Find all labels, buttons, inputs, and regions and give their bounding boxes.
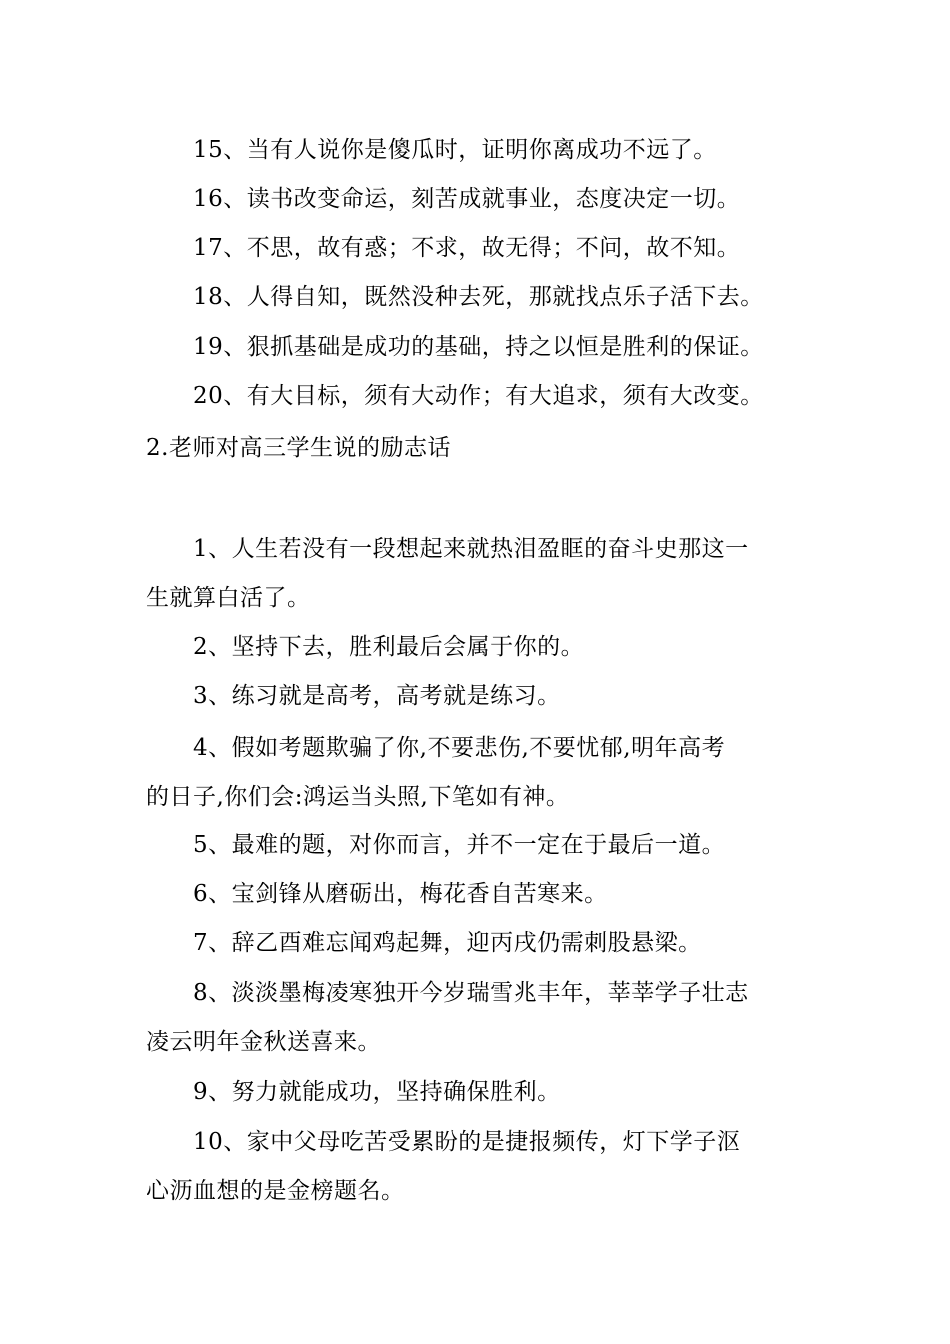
list-item: 15、当有人说你是傻瓜时，证明你离成功不远了。 — [193, 137, 717, 163]
list-item-continuation: 凌云明年金秋送喜来。 — [146, 1029, 381, 1055]
list-item-continuation: 生就算白活了。 — [146, 585, 311, 611]
list-item: 7、辞乙酉难忘闻鸡起舞，迎丙戌仍需刺股悬梁。 — [193, 930, 702, 956]
list-item: 1、人生若没有一段想起来就热泪盈眶的奋斗史那这一 — [193, 536, 749, 562]
list-item-continuation: 心沥血想的是金榜题名。 — [146, 1178, 405, 1204]
list-item-continuation: 的日子,你们会:鸿运当头照,下笔如有神。 — [146, 784, 570, 810]
list-item: 3、练习就是高考，高考就是练习。 — [193, 683, 561, 709]
list-item: 19、狠抓基础是成功的基础，持之以恒是胜利的保证。 — [193, 334, 764, 360]
section-heading: 2.老师对高三学生说的励志话 — [146, 435, 451, 461]
list-item: 2、坚持下去，胜利最后会属于你的。 — [193, 634, 585, 660]
list-item: 17、不思，故有惑；不求，故无得；不问，故不知。 — [193, 235, 741, 261]
list-item: 4、假如考题欺骗了你,不要悲伤,不要忧郁,明年高考 — [193, 735, 726, 761]
list-item: 10、家中父母吃苦受累盼的是捷报频传，灯下学子沤 — [193, 1129, 741, 1155]
list-item: 8、淡淡墨梅凌寒独开今岁瑞雪兆丰年，莘莘学子壮志 — [193, 980, 749, 1006]
list-item: 18、人得自知，既然没种去死，那就找点乐子活下去。 — [193, 284, 764, 310]
list-item: 20、有大目标，须有大动作；有大追求，须有大改变。 — [193, 383, 764, 409]
list-item: 16、读书改变命运，刻苦成就事业，态度决定一切。 — [193, 186, 741, 212]
list-item: 5、最难的题，对你而言，并不一定在于最后一道。 — [193, 832, 726, 858]
list-item: 6、宝剑锋从磨砺出，梅花香自苦寒来。 — [193, 881, 608, 907]
list-item: 9、努力就能成功，坚持确保胜利。 — [193, 1079, 561, 1105]
